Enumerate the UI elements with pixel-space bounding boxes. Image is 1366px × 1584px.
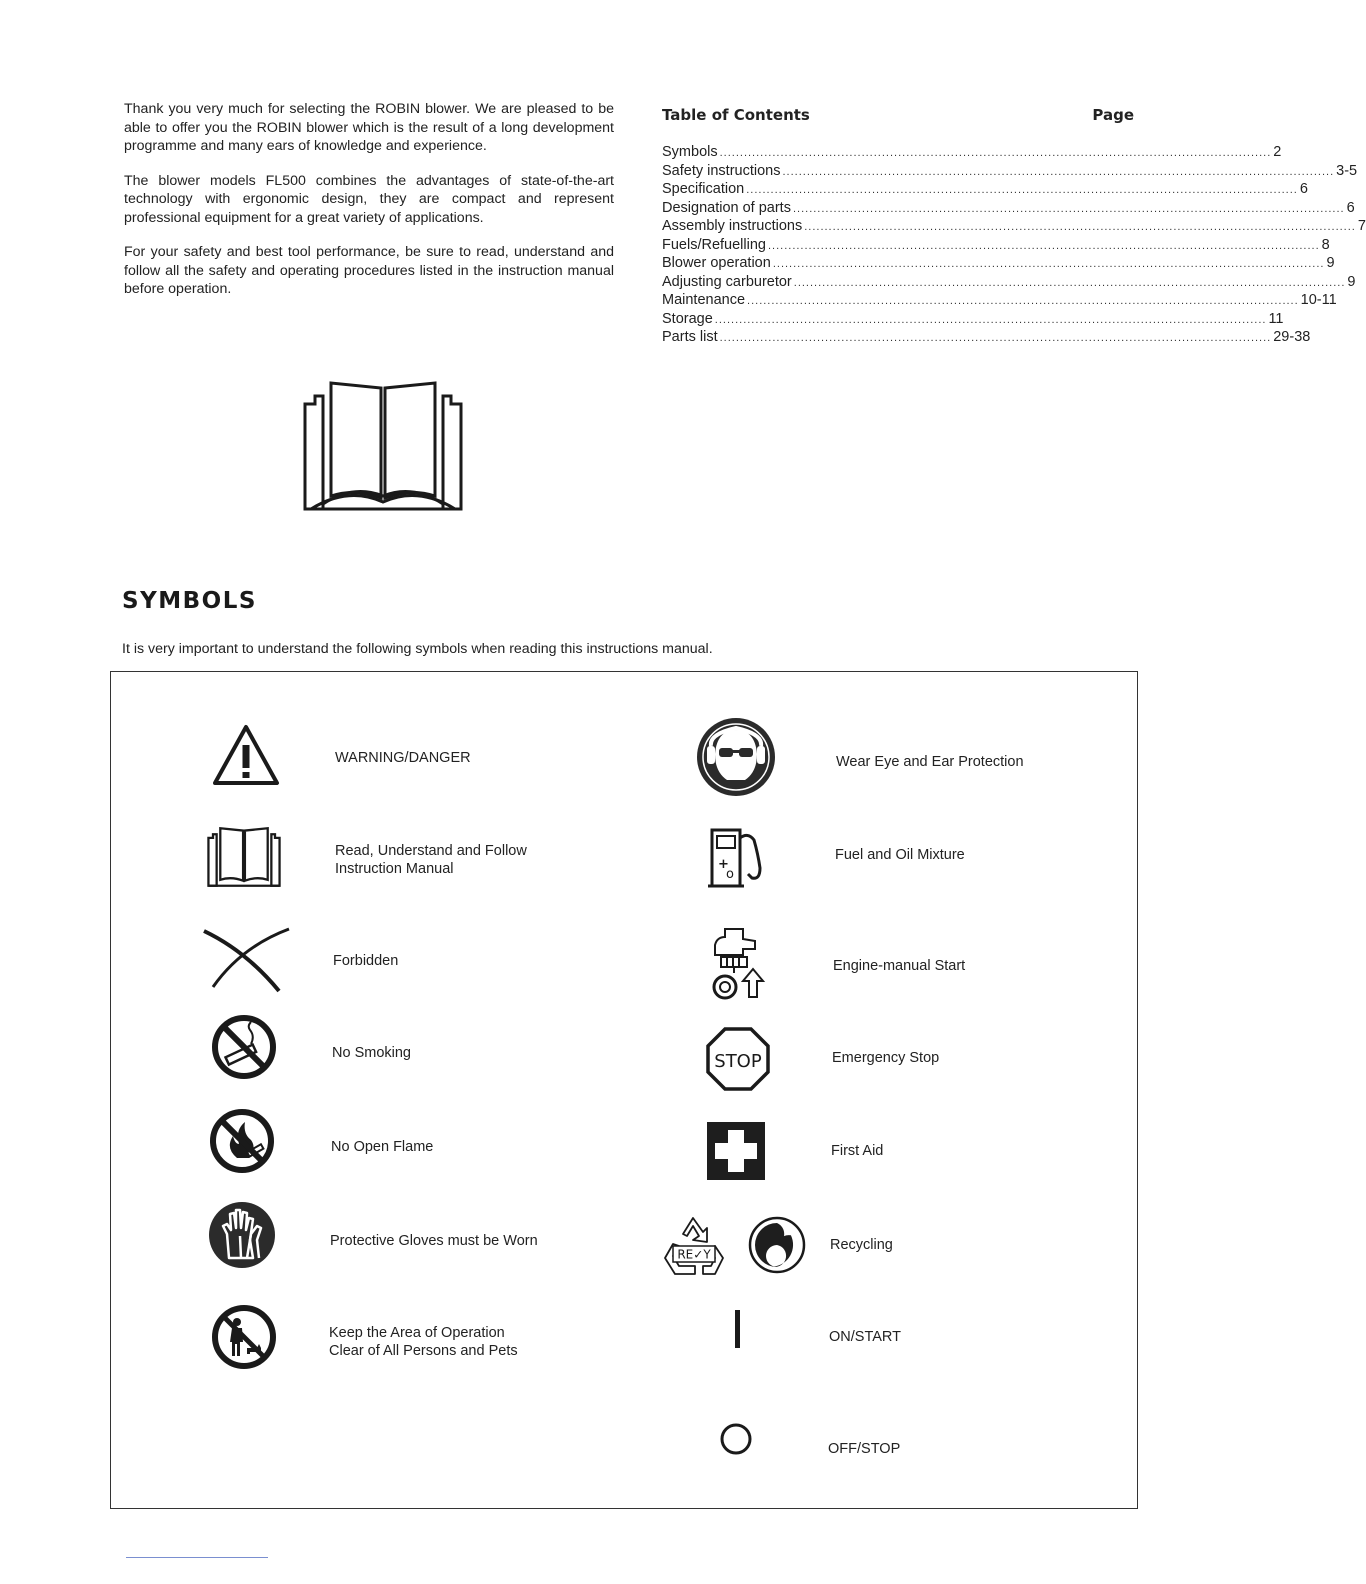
toc-entry-label: Symbols: [662, 144, 718, 160]
toc-entry-label: Maintenance: [662, 292, 746, 308]
manual-book-icon: [189, 812, 299, 902]
toc-title: Table of Contents: [662, 106, 810, 124]
toc-entry[interactable]: Blower operation ........................................................................................................................................ 9: [662, 255, 1335, 271]
toc-entry[interactable]: Assembly instructions ........................................................................................................................................ 7: [662, 218, 1366, 234]
recycling-text: RE✓Y: [677, 1247, 711, 1262]
toc-entry-label: Parts list: [662, 329, 718, 345]
toc-entry[interactable]: Maintenance ........................................................................................................................................ 10-11: [662, 292, 1337, 308]
toc-entry-page: 9: [1326, 255, 1335, 271]
toc-entry-label: Specification: [662, 181, 745, 197]
off-stop-icon: [681, 1394, 791, 1484]
toc-entry[interactable]: Symbols ........................................................................................................................................ 2: [662, 144, 1282, 160]
toc-page-header: Page: [1092, 106, 1134, 124]
protective-gloves-icon: [187, 1190, 297, 1280]
toc-entry-page: 11: [1268, 310, 1284, 327]
toc-entry-page: 3-5: [1336, 162, 1358, 179]
toc-entry-label: Blower operation: [662, 255, 771, 271]
symbol-label-forbidden: Forbidden: [333, 953, 399, 969]
toc-entry[interactable]: Adjusting carburetor ........................................................................................................................................ 9: [662, 273, 1356, 290]
green-dot-icon: [737, 1200, 817, 1290]
no-smoking-icon: [189, 1002, 299, 1092]
first-aid-icon: [681, 1106, 791, 1196]
on-start-icon: [683, 1284, 793, 1374]
recycling-icon: [655, 1200, 733, 1290]
toc-entry-page: 29-38: [1273, 329, 1311, 345]
no-open-flame-icon: [187, 1096, 297, 1186]
symbol-label-eye-ear: Wear Eye and Ear Protection: [836, 754, 1024, 770]
symbol-label-fuel: Fuel and Oil Mixture: [835, 847, 965, 863]
symbol-label-keep-clear: Keep the Area of Operation Clear of All Persons and Pets: [329, 1325, 518, 1359]
symbol-label-on-start: ON/START: [829, 1329, 901, 1345]
stop-sign-icon: [683, 1014, 793, 1104]
intro-text: [124, 100, 614, 315]
manual-start-icon: [681, 916, 791, 1006]
symbol-label-no-flame: No Open Flame: [331, 1139, 434, 1155]
toc-entry-label: Assembly instructions: [662, 218, 803, 234]
intro-paragraph-3: For your safety and best tool performance, be sure to read, understand and follow all the safety and operating procedures listed in the instruction manual before operation.: [124, 244, 614, 297]
toc-entry-page: 7: [1357, 218, 1366, 234]
symbol-label-warning: WARNING/DANGER: [335, 750, 471, 766]
symbols-table: [110, 671, 1138, 1509]
toc-entry[interactable]: Designation of parts ........................................................................................................................................ 6: [662, 199, 1355, 216]
toc-entry[interactable]: Specification ........................................................................................................................................ 6: [662, 181, 1308, 197]
symbol-label-off-stop: OFF/STOP: [828, 1441, 901, 1457]
warning-triangle-icon: [191, 710, 301, 800]
forbidden-cross-icon: [191, 912, 301, 1002]
intro-paragraph-2: The blower models FL500 combines the advantages of state-of-the-art technology with ergonomic design, they are compact and represent professional equipment for a great variety of applications.: [124, 172, 614, 226]
symbol-label-first-aid: First Aid: [831, 1143, 884, 1159]
toc-entry[interactable]: Parts list ........................................................................................................................................ 29-38: [662, 329, 1311, 345]
symbol-label-recycling: Recycling: [830, 1237, 893, 1253]
symbol-label-emergency-stop: Emergency Stop: [832, 1050, 940, 1066]
manual-book-icon: [303, 378, 463, 514]
toc-entry-page: 10-11: [1300, 292, 1337, 308]
toc-entry-page: 6: [1346, 199, 1355, 216]
toc-entry-label: Designation of parts: [662, 199, 791, 216]
toc-entry[interactable]: Fuels/Refuelling ........................................................................................................................................ 8: [662, 236, 1330, 253]
symbol-label-manual: Read, Understand and Follow Instruction Manual: [335, 843, 527, 877]
toc-entry-page: 6: [1299, 181, 1308, 197]
toc-entry-page: 2: [1273, 144, 1282, 160]
table-of-contents: [662, 106, 1366, 348]
toc-header: [662, 106, 1148, 124]
toc-entry-page: 8: [1321, 236, 1330, 253]
intro-paragraph-1: Thank you very much for selecting the ROBIN blower. We are pleased to be able to offer you the ROBIN blower which is the result of a long development programme and many ears of knowledge and experience.: [124, 101, 614, 154]
keep-clear-icon: [189, 1292, 299, 1382]
stop-sign-text: STOP: [714, 1051, 762, 1072]
symbols-intro: It is very important to understand the following symbols when reading this instructions manual.: [122, 641, 713, 657]
toc-entry[interactable]: Storage ........................................................................................................................................ 11: [662, 310, 1284, 327]
svg-text:+: +: [718, 857, 729, 872]
toc-entry[interactable]: Safety instructions ........................................................................................................................................ 3-5: [662, 162, 1358, 179]
eye-ear-protection-icon: [681, 712, 791, 802]
symbol-label-manual-start: Engine-manual Start: [833, 958, 966, 974]
toc-entry-label: Storage: [662, 310, 713, 327]
toc-entry-page: 9: [1347, 273, 1356, 290]
toc-entry-label: Safety instructions: [662, 162, 781, 179]
fuel-pump-icon: [683, 812, 793, 902]
footer-rule: [126, 1557, 268, 1558]
symbols-heading: SYMBOLS: [122, 588, 257, 614]
svg-text:o: o: [726, 867, 734, 882]
toc-entry-label: Adjusting carburetor: [662, 273, 792, 290]
symbol-label-no-smoking: No Smoking: [332, 1045, 411, 1061]
symbol-label-gloves: Protective Gloves must be Worn: [330, 1233, 538, 1249]
toc-entry-label: Fuels/Refuelling: [662, 236, 766, 253]
